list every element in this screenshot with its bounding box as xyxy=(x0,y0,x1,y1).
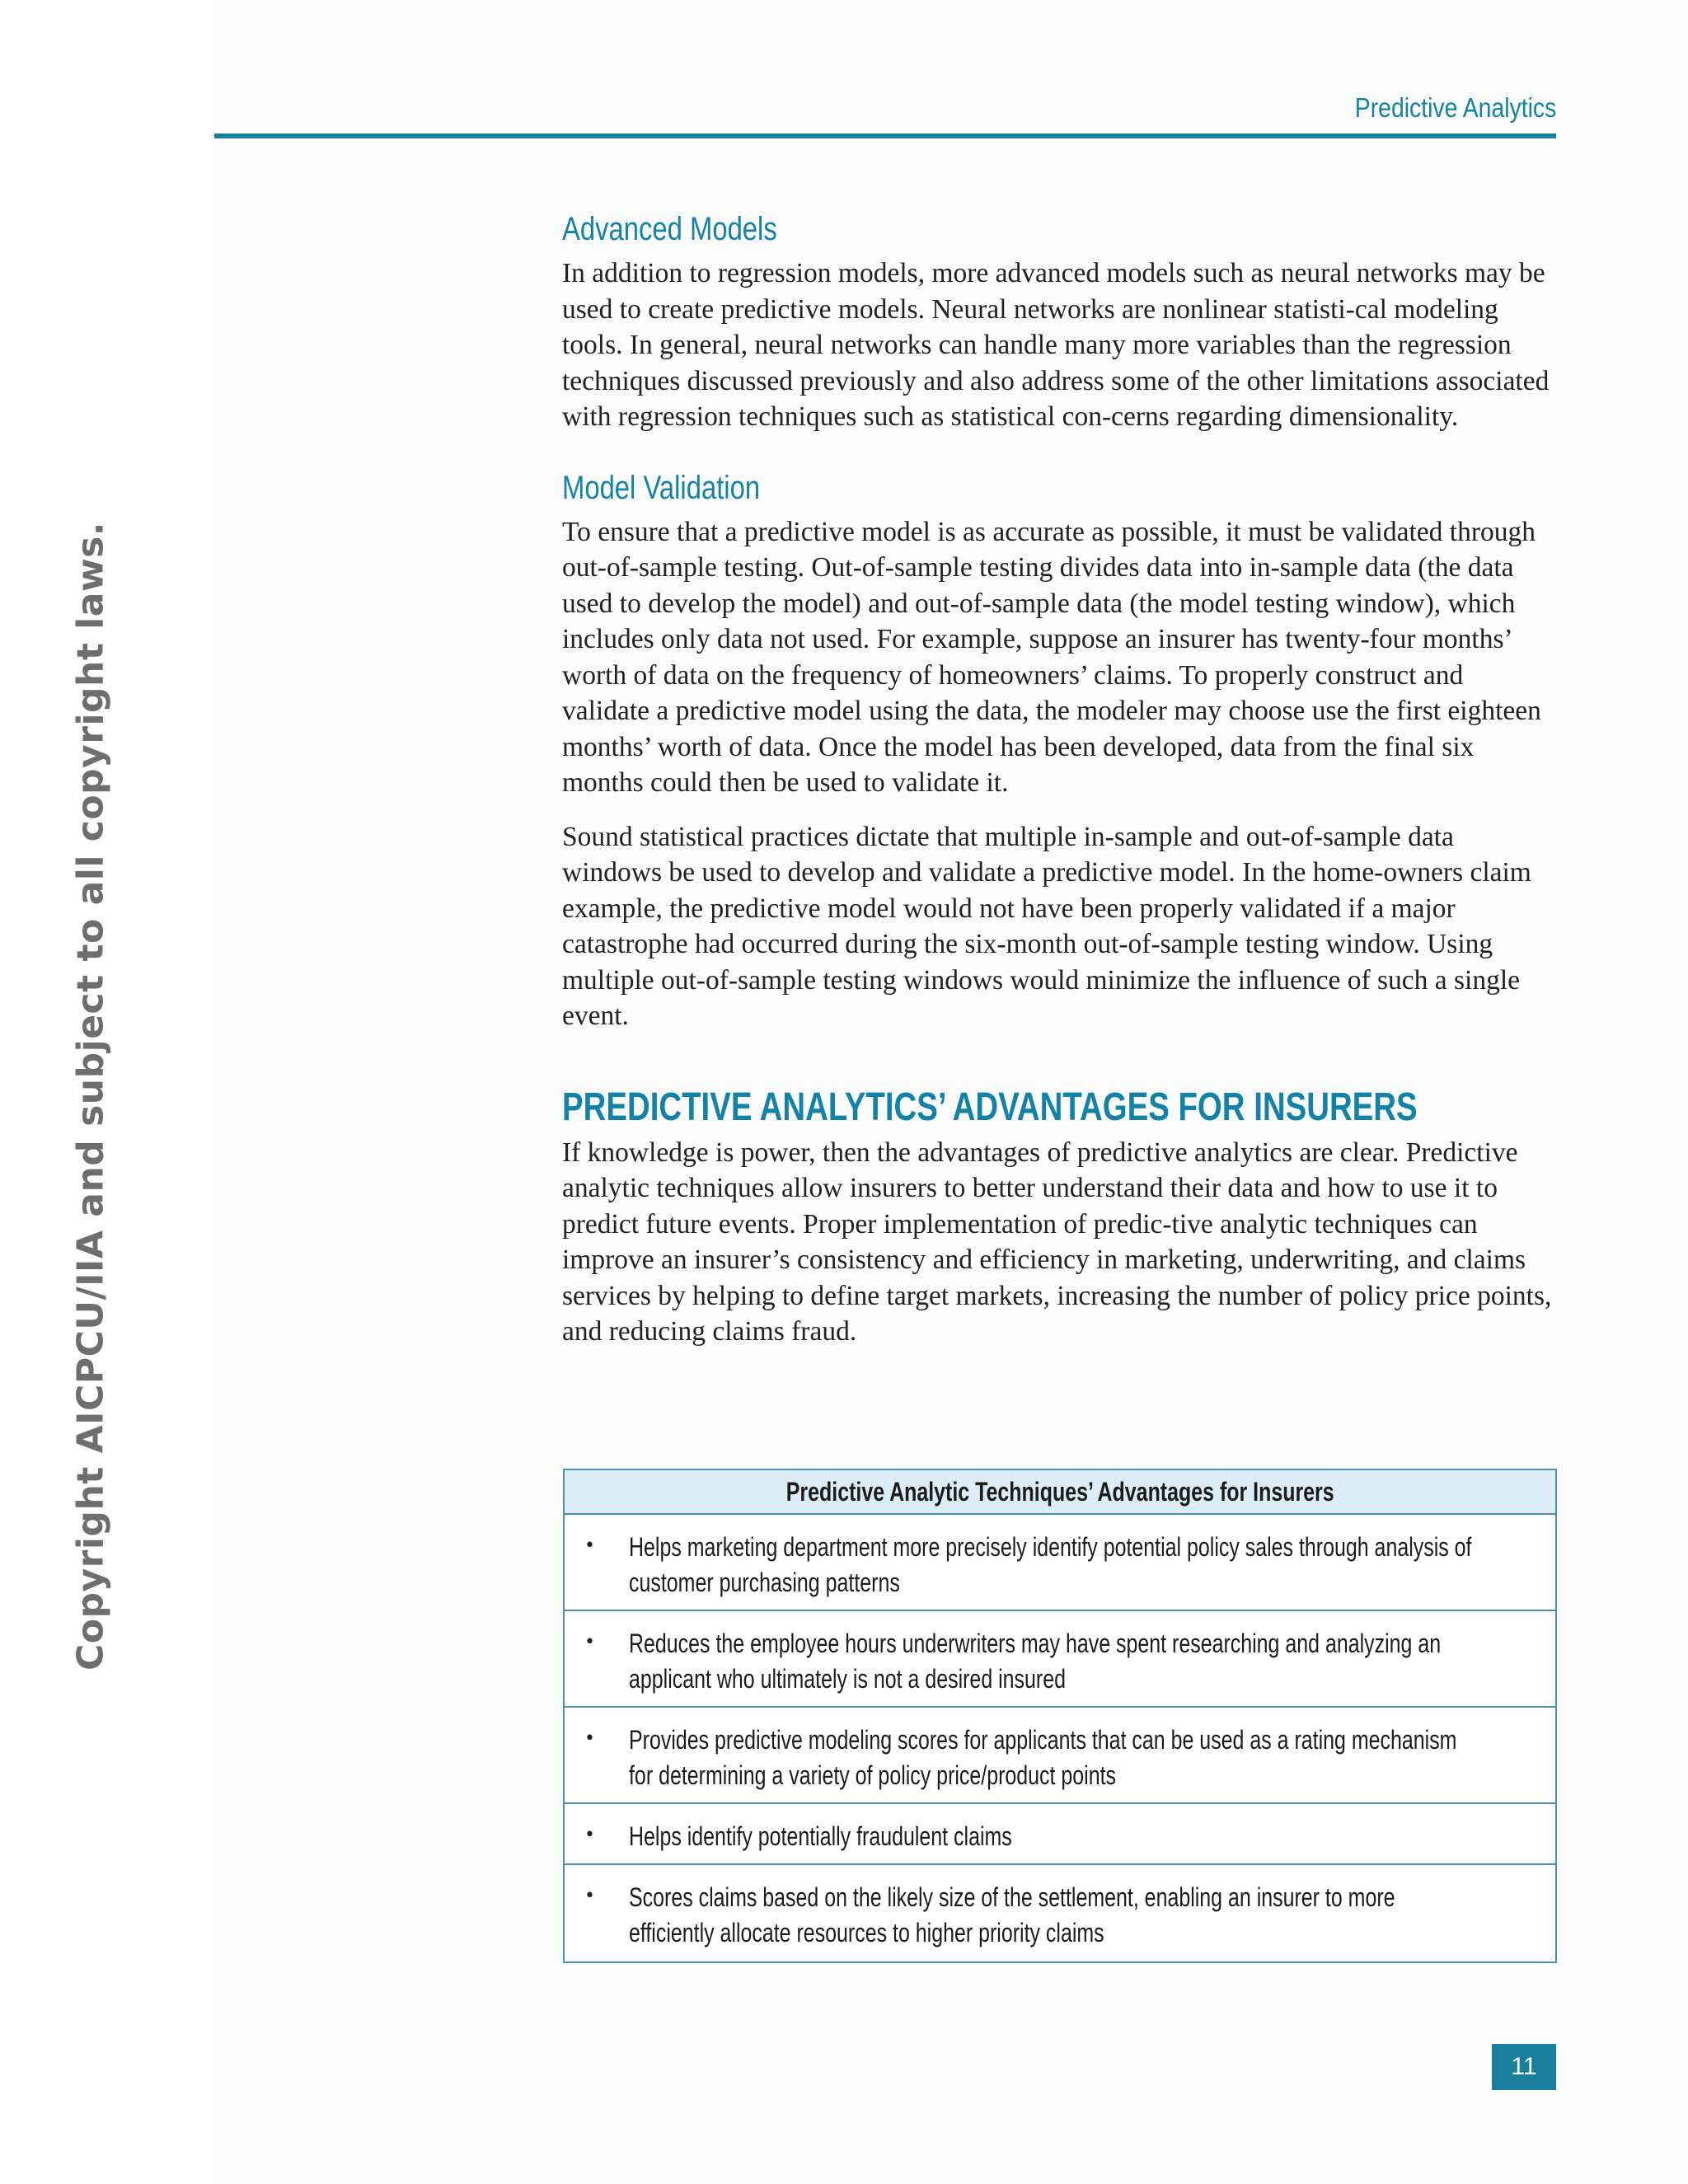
bullet-icon: • xyxy=(584,1886,595,1906)
page-number: 11 xyxy=(1492,2044,1556,2090)
advantages-item: Scores claims based on the likely size of the settlement, enabling an insurer to more efficiently allocate resources to higher priority claims xyxy=(629,1882,1395,1947)
advantages-item: Provides predictive modeling scores for applicants that can be used as a rating mechanism for determining a variety of policy price/product points xyxy=(629,1725,1457,1790)
paragraph-advantages: If knowledge is power, then the advantages of predictive analytics are clear. Predictive analytic techniques allow insurers to better understand their data and how to use it to predict future events. Proper implementation of predic-tive analytic techniques can improve an insurer’s consistency and efficiency in marketing, underwriting, and claims services by helping to define target markets, increasing the number of policy price points, and reducing claims fraud. xyxy=(562,1137,1552,1347)
bullet-icon: • xyxy=(584,1632,595,1652)
header-rule xyxy=(214,134,1556,138)
advantages-item: Reduces the employee hours underwriters may have spent researching and analyzing an applicant who ultimately is not a desired insured xyxy=(629,1629,1442,1694)
advantages-table-header xyxy=(565,1470,1555,1515)
advantages-row xyxy=(565,1865,1555,1961)
advantages-table-title: Predictive Analytic Techniques’ Advantages for Insurers xyxy=(785,1476,1334,1507)
heading-model-validation: Model Validation xyxy=(562,469,761,506)
advantages-item: Helps identify potentially fraudulent claims xyxy=(629,1821,1012,1851)
advantages-row xyxy=(565,1708,1555,1804)
advantages-row xyxy=(565,1804,1555,1865)
paragraph-model-validation-2: Sound statistical practices dictate that multiple in-sample and out-of-sample data windows be used to develop and validate a predictive model. In the home-owners claim example, the predictive model would not have been properly validated if a major catastrophe had occurred during the six-month out-of-sample testing window. Using multiple out-of-sample testing windows would minimize the influence of such a single event. xyxy=(562,821,1531,1031)
running-header: Predictive Analytics xyxy=(1354,92,1556,123)
advantages-row xyxy=(565,1515,1555,1611)
advantages-table xyxy=(563,1469,1557,1963)
main-content xyxy=(562,208,1556,1368)
bullet-icon: • xyxy=(584,1728,595,1749)
bullet-icon: • xyxy=(584,1825,595,1845)
heading-advantages: PREDICTIVE ANALYTICS’ ADVANTAGES FOR INSURERS xyxy=(562,1085,1418,1129)
paragraph-advanced-models: In addition to regression models, more advanced models such as neural networks may be used to create predictive models. Neural networks are nonlinear statisti-cal modeling tools. In general, neural networks can handle many more variables than the regression techniques discussed previously and also address some of the other limitations associated with regression techniques such as statistical con-cerns regarding dimensionality. xyxy=(562,258,1550,432)
advantages-item: Helps marketing department more precisely identify potential policy sales through analysis of customer purchasing patterns xyxy=(629,1532,1472,1597)
copyright-watermark: Copyright AICPCU/IIA and subject to all copyright laws. xyxy=(69,521,112,1671)
paragraph-model-validation-1: To ensure that a predictive model is as accurate as possible, it must be validated through out-of-sample testing. Out-of-sample testing divides data into in-sample data (the data used to develop the model) and out-of-sample data (the model testing window), which includes only data not used. For example, suppose an insurer has twenty-four months’ worth of data on the frequency of homeowners’ claims. To properly construct and validate a predictive model using the data, the modeler may choose use the first eighteen months’ worth of data. Once the model has been developed, data from the final six months could then be used to validate it. xyxy=(562,516,1541,798)
bullet-icon: • xyxy=(584,1535,595,1556)
heading-advanced-models: Advanced Models xyxy=(562,211,777,247)
advantages-row xyxy=(565,1611,1555,1708)
